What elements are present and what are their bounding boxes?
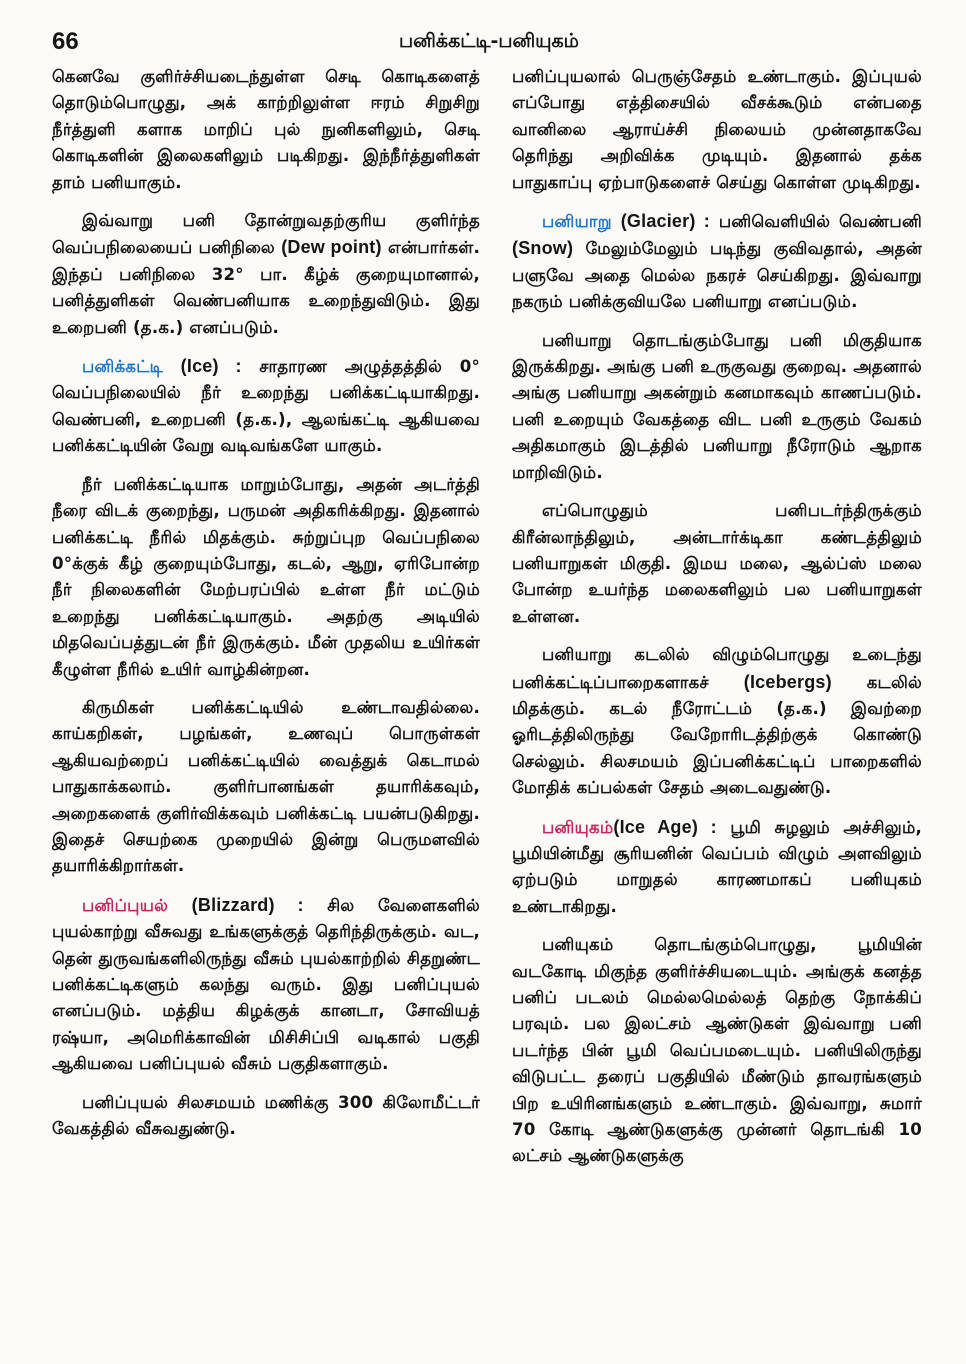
left-column <box>52 64 480 1346</box>
paragraph: கெனவே குளிர்ச்சியடைந்துள்ள செடி கொடிகளைத் தொடும்பொழுது, அக் காற்றிலுள்ள ஈரம் சிறுசிறு நீர்த்துளி களாக மாறிப் புல் நுனிகளிலும், செடி கொடிகளின் இலைகளிலும் படிகிறது. இந்நீர்த்துளிகள் தாம் பனியாகும். <box>52 67 480 192</box>
paragraph: நீர் பனிக்கட்டியாக மாறும்போது, அதன் அடர்த்தி நீரை விடக் குறைந்து, பருமன் அதிகரிக்கிறது. இதனால் பனிக்கட்டி நீரில் மிதக்கும். சுற்றுப்புற வெப்பநிலை 0°க்குக் கீழ் குறையும்போது, கடல், ஆறு, ஏரிபோன்ற நீர் நிலைகளின் மேற்பரப்பில் உள்ள நீர் மட்டும் உறைந்து பனிக்கட்டியாகும். அதற்கு அடியில் மிதவெப்பத்துடன் நீர் இருக்கும். மீன் முதலிய உயிர்கள் கீழுள்ள நீரில் உயிர் வாழ்கின்றன. <box>52 474 480 679</box>
entry-text: மேலும்மேலும் படிந்து குவிவதால், அதன் பளுவே அதை மெல்ல நகரச் செய்கிறது. இவ்வாறு நகரும் பனிக்குவியலே பனியாறு எனப்படும். <box>512 239 922 312</box>
paragraph-text: இவ்வாறு பனி தோன்றுவதற்குரிய குளிர்ந்த வெப்பநிலையைப் பனிநிலை <box>52 211 480 258</box>
paragraph: பனிப்புயல் சிலசமயம் மணிக்கு 300 கிலோமீட்டர் வேகத்தில் வீசுவதுண்டு. <box>52 1092 480 1139</box>
paragraph <box>512 642 922 801</box>
entry-text: சாதாரண அழுத்தத்தில் 0° வெப்பநிலையில் நீர் உறைந்து பனிக்கட்டியாகிறது. வெண்பனி, உறைபனி (த.க.), ஆலங்கட்டி ஆகியவை பனிக்கட்டியின் வேறு வடிவங்களே யாகும். <box>52 357 480 456</box>
entry-ice <box>52 353 480 460</box>
paragraph: பனிப்புயலால் பெருஞ்சேதம் உண்டாகும். இப்புயல் எப்போது எத்திசையில் வீசக்கூடும் என்பதை வானிலை ஆராய்ச்சி நிலையம் முன்னதாகவே தெரிந்து அறிவிக்க முடியும். இதனால் தக்க பாதுகாப்பு ஏற்பாடுகளைச் செய்து கொள்ள முடிகிறது. <box>512 67 922 192</box>
entry-text: பூமி சுழலும் அச்சிலும், பூமியின்மீது சூரியனின் வெப்பம் விழும் அளவிலும் ஏற்படும் மாறுதல் காரணமாகப் பனியுகம் உண்டாகிறது. <box>512 817 922 916</box>
paragraph: எப்பொழுதும் பனிபடர்ந்திருக்கும் கிரீன்லாந்திலும், அன்டார்க்டிகா கண்டத்திலும் பனியாறுகள் மிகுதி. இமய மலை, ஆல்ப்ஸ் மலை போன்ற உயர்ந்த மலைகளிலும் பல பனியாறுகள் உள்ளன. <box>512 501 922 626</box>
english-term: (Blizzard) : <box>191 894 304 915</box>
page-number: 66 <box>52 28 79 55</box>
paragraph: பனியுகம் தொடங்கும்பொழுது, பூமியின் வடகோடி மிகுந்த குளிர்ச்சியடையும். அங்குக் கனத்த பனிப் படலம் மெல்லமெல்லத் தெற்கு நோக்கிப் பரவும். பல இலட்சம் ஆண்டுகள் இவ்வாறு பனி படர்ந்த பின் பூமி வெப்பமடையும். பனியிலிருந்து விடுபட்ட தரைப் பகுதியில் மீண்டும் தாவரங்களும் பிற உயிரினங்களும் உண்டாகும். இவ்வாறு, சுமார் 70 கோடி ஆண்டுகளுக்கு முன்னர் தொடங்கி 10 லட்சம் ஆண்டுகளுக்கு <box>512 935 922 1166</box>
paragraph <box>52 208 480 341</box>
running-title: பனிக்கட்டி-பனியுகம் <box>399 30 579 52</box>
english-term: (Snow) <box>512 238 574 259</box>
headword: பனியாறு <box>542 212 612 232</box>
english-term: (Glacier) : <box>620 211 710 232</box>
right-column <box>512 64 922 1346</box>
paragraph-text: பனியாறு கடலில் விழும்பொழுது உடைந்து பனிக்கட்டிப்பாறைகளாகச் <box>512 645 922 692</box>
paragraph: பனியாறு தொடங்கும்போது பனி மிகுதியாக இருக்கிறது. அங்கு பனி உருகுவது குறைவு. அதனால் அங்கு பனியாறு அகன்றும் கனமாகவும் காணப்படும். பனி உறையும் வேகத்தை விட பனி உருகும் வேகம் அதிகமாகும் இடத்தில் பனியாறு நீரோடும் ஆறாக மாறிவிடும். <box>512 330 922 482</box>
page-header <box>52 28 926 62</box>
paragraph-text: என்பார்கள். இந்தப் பனிநிலை 32° பா. கீழ்க் குறையுமானால், பனித்துளிகள் வெண்பனியாக உறைந்துவிடும். இது உறைபனி (த.க.) எனப்படும். <box>52 238 480 337</box>
english-term: (Dew point) <box>281 237 382 258</box>
headword: பனிக்கட்டி <box>82 357 164 377</box>
english-term: (Icebergs) <box>743 671 832 692</box>
english-term: (Ice) : <box>180 356 242 377</box>
entry-blizzard <box>52 892 480 1078</box>
paragraph-text: கடலில் மிதக்கும். கடல் நீரோட்டம் (த.க.) இவற்றை ஓரிடத்திலிருந்து வேறோரிடத்திற்குக் கொண்டு செல்லும். சிலசமயம் இப்பனிக்கட்டிப் பாறைகளில் மோதிக் கப்பல்கள் சேதம் அடைவதுண்டு. <box>512 672 922 798</box>
entry-ice-age <box>512 814 922 921</box>
headword: பனியுகம் <box>542 817 614 837</box>
english-term: (Ice Age) : <box>613 816 717 837</box>
entry-text: பனிவெளியில் வெண்பனி <box>718 212 922 232</box>
paragraph: கிருமிகள் பனிக்கட்டியில் உண்டாவதில்லை. காய்கறிகள், பழங்கள், உணவுப் பொருள்கள் ஆகியவற்றைப் பனிக்கட்டியில் வைத்துக் கெடாமல் பாதுகாக்கலாம். குளிர்பானங்கள் தயாரிக்கவும், அறைகளைக் குளிர்விக்கவும் பனிக்கட்டி பயன்படுகிறது. இதைச் செயற்கை முறையில் இன்று பெருமளவில் தயாரிக்கிறார்கள். <box>52 697 480 876</box>
entry-glacier <box>512 208 922 316</box>
entry-text: சில வேளைகளில் புயல்காற்று வீசுவது உங்களுக்குத் தெரிந்திருக்கும். வட, தென் துருவங்களிலிருந்து வீசும் புயல்காற்றில் சிதறுண்ட பனிக்கட்டிகளும் கலந்து வரும். இது பனிப்புயல் எனப்படும். மத்திய கிழக்குக் கானடா, சோவியத் ரஷ்யா, அமெரிக்காவின் மிசிசிப்பி வடிகால் பகுதி ஆகியவை பனிப்புயல் வீசும் பகுதிகளாகும். <box>52 895 480 1074</box>
headword: பனிப்புயல் <box>82 895 169 915</box>
